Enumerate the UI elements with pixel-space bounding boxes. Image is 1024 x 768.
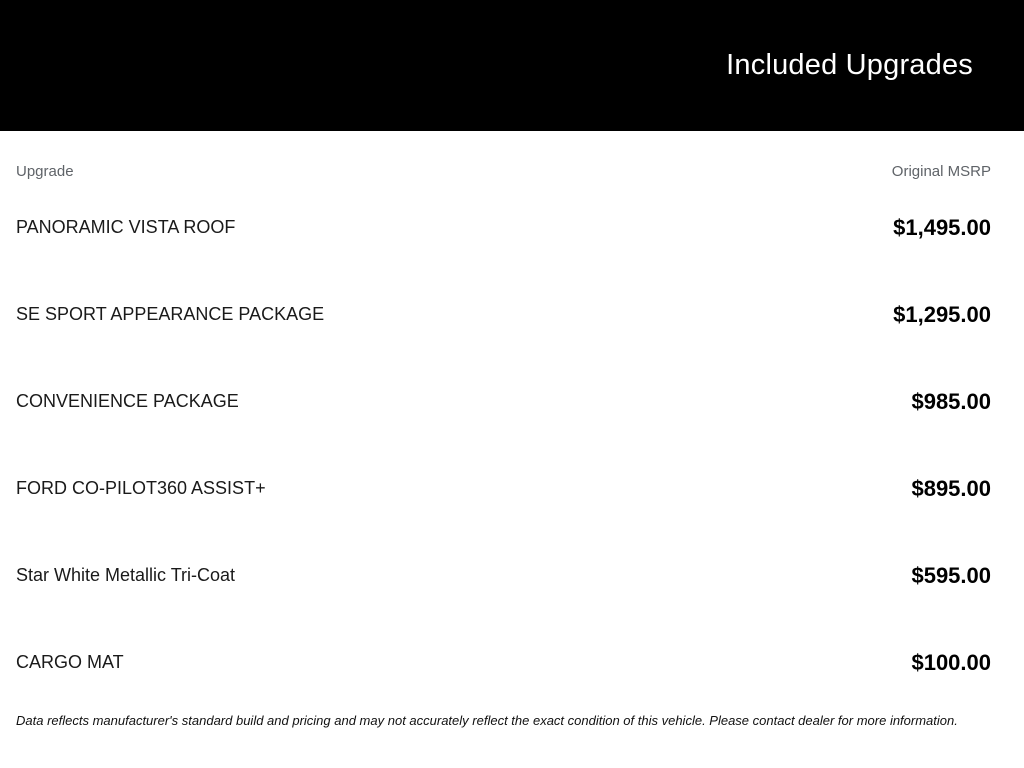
- upgrade-name: FORD CO-PILOT360 ASSIST+: [16, 478, 266, 498]
- upgrade-name: CARGO MAT: [16, 652, 124, 672]
- upgrades-panel: [0, 163, 1024, 728]
- upgrade-msrp-value: $895.00: [911, 475, 991, 501]
- table-row: [16, 271, 991, 358]
- upgrades-list: [16, 184, 991, 706]
- upgrade-msrp-value: $985.00: [911, 388, 991, 414]
- header-banner: [0, 0, 1024, 131]
- upgrade-msrp-value: $595.00: [911, 562, 991, 588]
- table-row: [16, 445, 991, 532]
- table-row: [16, 358, 991, 445]
- upgrade-msrp-value: $1,495.00: [893, 214, 991, 240]
- table-column-headers: [16, 163, 991, 180]
- page-title: Included Upgrades: [726, 49, 973, 81]
- disclaimer-text: Data reflects manufacturer's standard build and pricing and may not accurately reflect the exact condition of this vehicle. Please contact dealer for more information.: [16, 713, 958, 728]
- table-row: [16, 619, 991, 706]
- upgrade-name: Star White Metallic Tri-Coat: [16, 565, 236, 585]
- upgrade-name: CONVENIENCE PACKAGE: [16, 391, 239, 411]
- table-row: [16, 184, 991, 271]
- table-row: [16, 532, 991, 619]
- upgrade-msrp-value: $100.00: [911, 649, 991, 675]
- upgrade-name: PANORAMIC VISTA ROOF: [16, 217, 236, 237]
- upgrade-name: SE SPORT APPEARANCE PACKAGE: [16, 304, 325, 324]
- upgrade-msrp-value: $1,295.00: [893, 301, 991, 327]
- column-header-original-msrp: Original MSRP: [891, 163, 991, 180]
- column-header-upgrade: Upgrade: [16, 163, 74, 180]
